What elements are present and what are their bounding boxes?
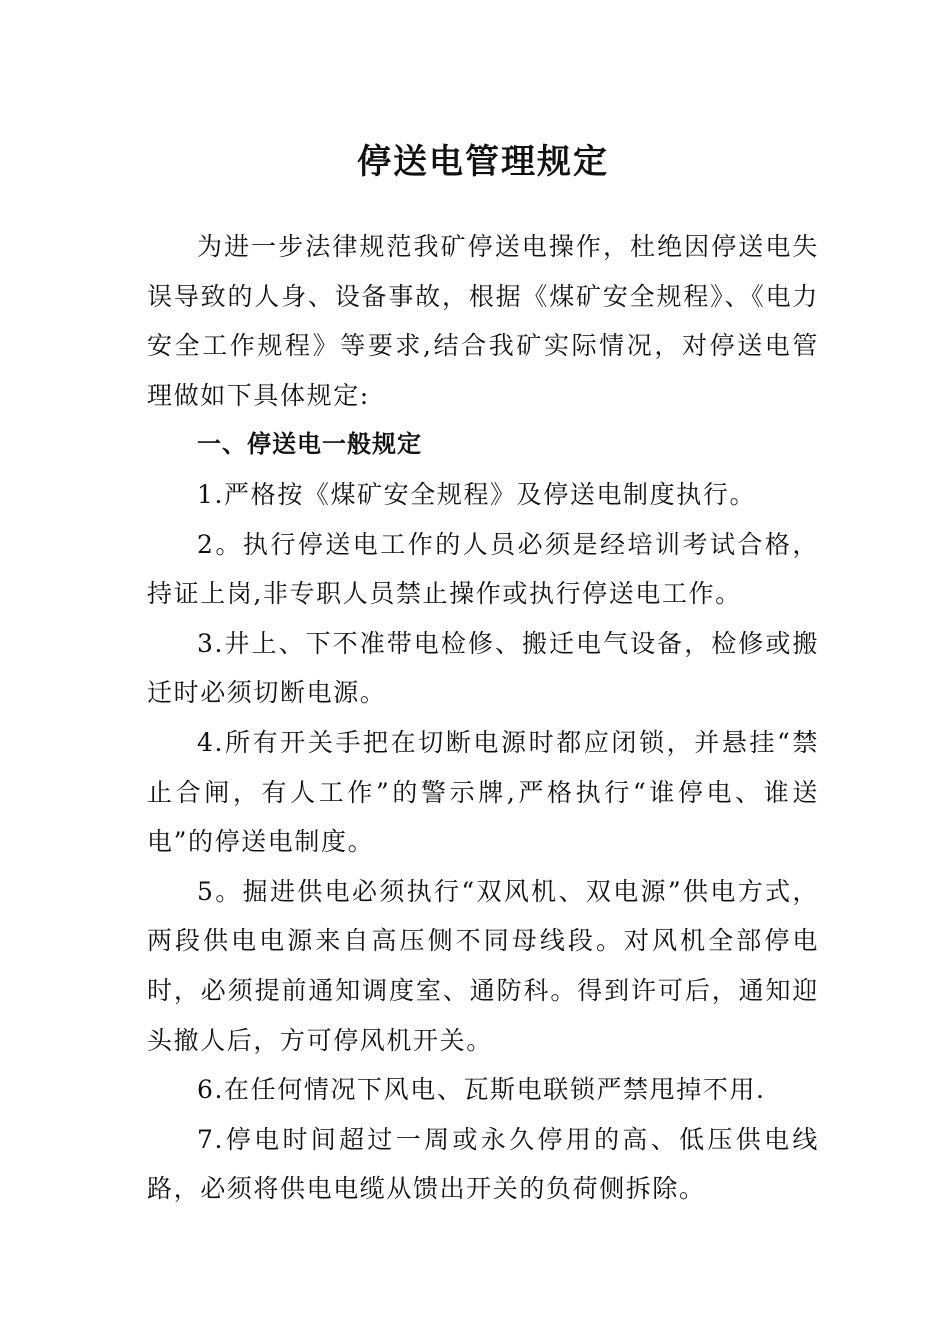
intro-paragraph: 为进一步法律规范我矿停送电操作，杜绝因停送电失误导致的人身、设备事故，根据《煤矿安全规程》、《电力安全工作规程》等要求,结合我矿实际情况，对停送电管理做如下具体规定: [147, 232, 819, 410]
rule-item-4: 4.所有开关手把在切断电源时都应闭锁，并悬挂“禁止合闸，有人工作”的警示牌,严格执行“谁停电、谁送电”的停送电制度。 [147, 727, 819, 857]
rule-item-2: 2。执行停送电工作的人员必须是经培训考试合格，持证上岗,非专职人员禁止操作或执行停送电工作。 [147, 529, 819, 609]
rule-item-3: 3.井上、下不准带电检修、搬迁电气设备，检修或搬迁时必须切断电源。 [147, 628, 819, 708]
rule-item-6: 6.在任何情况下风电、瓦斯电联锁严禁甩掉不用. [197, 1075, 766, 1105]
section-heading-general-rules: 一、停送电一般规定 [197, 430, 422, 459]
rule-item-5: 5。掘进供电必须执行“双风机、双电源”供电方式，两段供电电源来自高压侧不同母线段。对风机全部停电时，必须提前通知调度室、通防科。得到许可后，通知迎头撤人后，方可停风机开关。 [147, 876, 819, 1055]
document-title: 停送电管理规定 [357, 142, 609, 182]
rule-item-7: 7.停电时间超过一周或永久停用的高、低压供电线路，必须将供电电缆从馈出开关的负荷侧拆除。 [147, 1124, 819, 1204]
document-page [147, 132, 819, 1214]
rule-item-1: 1.严格按《煤矿安全规程》及停送电制度执行。 [197, 479, 757, 509]
